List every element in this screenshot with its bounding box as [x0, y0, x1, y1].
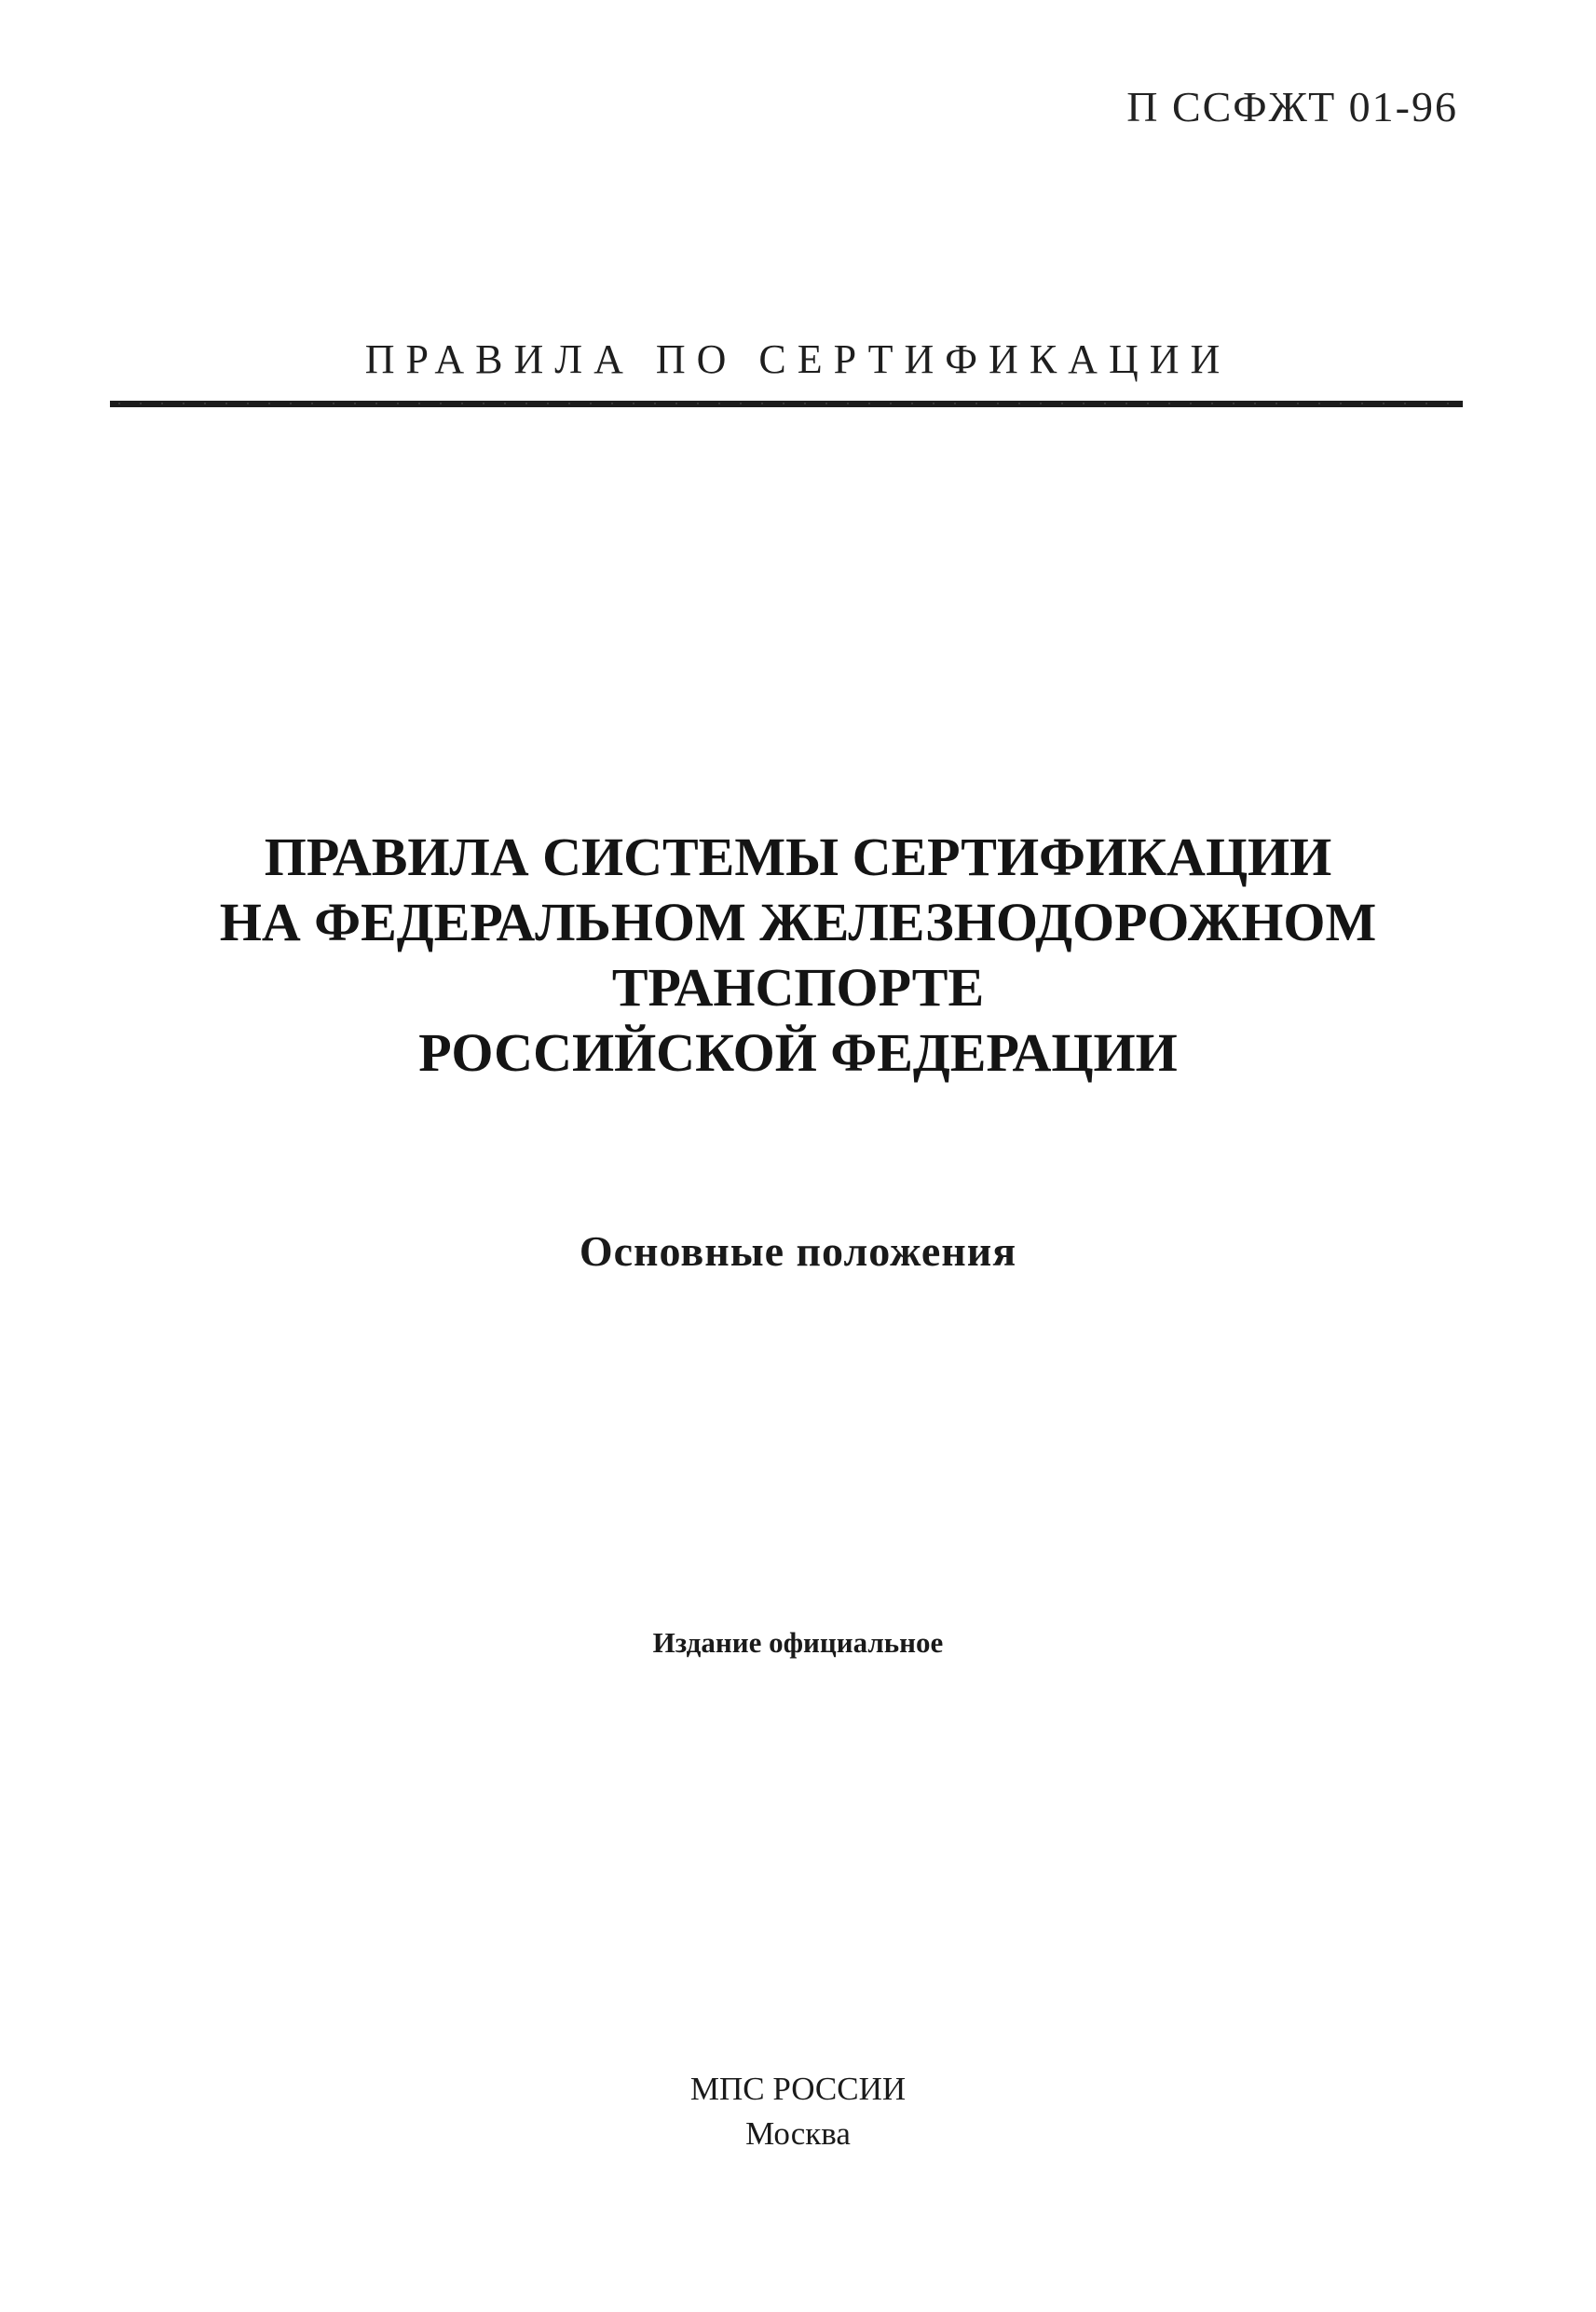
edition-label: Издание официальное	[652, 1626, 944, 1659]
header-rule-divider	[110, 401, 1463, 407]
main-title-line: НА ФЕДЕРАЛЬНОМ ЖЕЛЕЗНОДОРОЖНОМ	[219, 892, 1377, 952]
subtitle: Основные положения	[579, 1227, 1017, 1275]
series-title: ПРАВИЛА ПО СЕРТИФИКАЦИИ	[364, 336, 1232, 382]
document-code: П ССФЖТ 01-96	[1126, 83, 1458, 130]
publisher-city: Москва	[745, 2115, 851, 2152]
publisher-name: МПС РОССИИ	[689, 2071, 907, 2107]
main-title-line: ТРАНСПОРТЕ	[611, 957, 985, 1018]
publisher-block	[0, 2067, 1596, 2156]
main-title	[0, 825, 1596, 1086]
main-title-line: РОССИЙСКОЙ ФЕДЕРАЦИИ	[418, 1022, 1178, 1083]
main-title-line: ПРАВИЛА СИСТЕМЫ СЕРТИФИКАЦИИ	[264, 827, 1332, 887]
